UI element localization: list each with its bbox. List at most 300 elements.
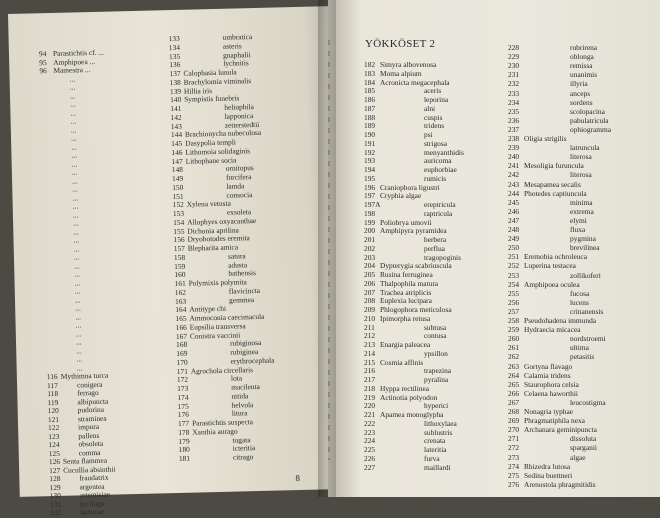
species-name: ultima [524, 343, 589, 352]
list-item [508, 380, 579, 389]
entry-number: 187 [364, 104, 380, 113]
list-item [508, 334, 606, 343]
species-name: icteritia [193, 443, 256, 454]
species-name: elymi [524, 216, 587, 225]
species-name: ypsillon [380, 349, 448, 358]
species-name: Luperina testacea [524, 261, 576, 270]
species-name: ... [56, 167, 78, 177]
species-name: Poliobrya umovii [380, 218, 432, 227]
species-name: fraudatrix [63, 473, 108, 483]
species-name: Eupsilia transversa [190, 321, 246, 331]
list-item [364, 235, 446, 244]
list-item [364, 174, 446, 183]
species-name: Lithophane socia [186, 155, 237, 165]
entry-number: 240 [508, 152, 524, 161]
entry-number: 257 [508, 307, 524, 316]
entry-number: 246 [508, 207, 524, 216]
entry-number: 226 [364, 454, 380, 463]
species-name: satura [188, 251, 246, 261]
entry-number: 117 [47, 380, 61, 389]
species-name: crenata [380, 436, 445, 445]
list-item [364, 244, 445, 253]
list-item [508, 325, 580, 334]
species-name: ... [57, 218, 79, 228]
species-name: leporina [380, 95, 448, 104]
species-name: psi [380, 130, 433, 139]
species-name: zetterstedtii [185, 119, 260, 130]
entry-number: 146 [171, 147, 185, 156]
entry-number: 227 [364, 463, 380, 472]
list-item [508, 134, 567, 143]
list-item [364, 358, 423, 367]
entry-number: 251 [508, 252, 524, 261]
entry-number: 121 [48, 414, 62, 423]
species-name: ... [58, 244, 80, 254]
species-name: pallens [62, 430, 99, 440]
species-name: ... [58, 278, 80, 288]
entry-number: 235 [508, 107, 524, 116]
list-item [364, 375, 448, 384]
entry-number: 197A [364, 200, 380, 209]
entry-number: 194 [364, 165, 380, 174]
entry-number: 161 [175, 279, 189, 288]
entry-number: 163 [175, 296, 189, 305]
entry-number: 258 [508, 316, 524, 325]
list-item [508, 307, 603, 316]
entry-number: 274 [508, 462, 524, 471]
entry-number: 180 [179, 445, 193, 454]
entry-number: 210 [364, 314, 380, 323]
entry-number: 222 [364, 419, 380, 428]
species-name: raptricula [380, 209, 452, 218]
species-name: Moma alpium [380, 69, 422, 78]
entry-number: 249 [508, 234, 524, 243]
entry-number: 220 [364, 401, 380, 410]
list-item [364, 113, 442, 122]
list-item [364, 349, 448, 358]
entry-number: 262 [508, 352, 524, 361]
species-name: minima [524, 198, 593, 207]
list-item [508, 234, 596, 243]
species-name: bathensis [188, 268, 256, 279]
species-name: Blepharita amica [188, 242, 238, 252]
list-item [364, 226, 447, 235]
species-name: Dasypolia templi [185, 137, 236, 147]
entry-number: 209 [364, 305, 380, 314]
species-name: Trachea atriplicis [380, 288, 431, 297]
list-item [508, 280, 580, 289]
species-name: Hillia iris [184, 86, 212, 96]
entry-number: 138 [170, 77, 184, 86]
species-name: Amphipoea oculea [524, 280, 580, 289]
species-name: Amphipoea ... [53, 56, 95, 66]
species-name: crinanensis [524, 307, 603, 316]
species-name: Hyppa rectilinea [380, 384, 429, 393]
species-name: petasitis [524, 352, 594, 361]
species-name: brevilinea [524, 243, 600, 252]
list-item [508, 52, 594, 61]
entry-number: 143 [171, 121, 185, 130]
entry-number: 160 [174, 270, 188, 279]
entry-number: 130 [50, 491, 64, 500]
species-name: hyperici [380, 401, 448, 410]
species-name: Dryobotodes eremita [187, 233, 249, 244]
list-item [364, 139, 447, 148]
species-name: Arenostola phragmitidis [524, 480, 596, 489]
list-item [364, 69, 422, 78]
species-name: scolopacina [524, 107, 605, 116]
entry-number: 95 [39, 57, 53, 66]
entry-number: 265 [508, 380, 524, 389]
list-item [364, 183, 440, 192]
book-gutter [318, 0, 336, 497]
species-name: Allophyes oxyacanthae [187, 216, 256, 227]
entry-number: 122 [48, 423, 62, 432]
entry-number: 144 [171, 130, 185, 139]
species-name: anceps [524, 89, 590, 98]
species-name: adusta [188, 260, 247, 270]
entry-number: 252 [508, 261, 524, 270]
entry-number: 255 [508, 289, 524, 298]
species-name: Staurophora celsia [524, 380, 579, 389]
entry-number: 269 [508, 416, 524, 425]
list-item [508, 98, 593, 107]
list-item [364, 130, 433, 139]
entry-number: 186 [364, 95, 380, 104]
species-name: argentea [63, 481, 104, 491]
species-name: sublustris [380, 428, 452, 437]
entry-number: 198 [364, 209, 380, 218]
entry-number: 208 [364, 296, 380, 305]
species-name: Pseudohadena immunda [524, 316, 596, 325]
list-item [508, 143, 600, 152]
entry-number: 202 [364, 244, 380, 253]
list-item [508, 371, 571, 380]
list-item [364, 419, 457, 428]
species-name: lota [191, 374, 242, 384]
list-item [508, 116, 609, 125]
species-name: citrago [193, 452, 254, 462]
list-item [364, 454, 440, 463]
species-name: trapezina [380, 366, 451, 375]
entry-number: 118 [47, 389, 61, 398]
species-name: macilenta [191, 382, 260, 393]
list-item [508, 398, 606, 407]
list-item [364, 270, 433, 279]
species-name: heliophila [184, 102, 254, 113]
species-name: ... [54, 108, 76, 118]
entry-number: 182 [364, 60, 380, 69]
list-item [508, 416, 585, 425]
list-item [508, 298, 589, 307]
species-name: fluxa [524, 225, 585, 234]
species-name: rumicis [380, 174, 446, 183]
species-name: ... [55, 116, 77, 126]
species-name: ... [59, 286, 81, 296]
entry-number: 151 [172, 191, 186, 200]
species-name: pygmina [524, 234, 596, 243]
right-page [328, 0, 660, 497]
entry-number: 263 [508, 362, 524, 371]
list-item [508, 161, 584, 170]
list-item [364, 296, 432, 305]
list-item [508, 434, 596, 443]
species-name: unanimis [524, 70, 597, 79]
entry-number: 211 [364, 323, 380, 332]
species-name: Antitype chi [189, 304, 226, 314]
entry-number: 213 [364, 340, 380, 349]
species-name: Gortyna flavago [524, 362, 572, 371]
entry-number: 185 [364, 86, 380, 95]
list-item [508, 316, 596, 325]
entry-number: 212 [364, 331, 380, 340]
entry-number: 140 [170, 95, 184, 104]
species-name: ... [53, 74, 75, 84]
list-item [364, 323, 446, 332]
list-item [364, 445, 447, 454]
species-name: strigosa [380, 139, 447, 148]
species-name: Actinotia polyodon [380, 393, 437, 402]
list-item [364, 305, 452, 314]
species-name: oblonga [524, 52, 594, 61]
species-name: cuspis [380, 113, 442, 122]
list-item [364, 218, 432, 227]
species-name: lapponica [184, 111, 253, 122]
entry-number: 148 [172, 165, 186, 174]
species-name: flavicincta [189, 286, 260, 297]
entry-number: 181 [179, 454, 193, 463]
species-name: Parastichtis cf. ... [53, 48, 104, 58]
species-name: ... [55, 150, 77, 160]
entry-number: 154 [173, 217, 187, 226]
entry-number: 135 [169, 51, 183, 60]
species-name: Cucullia absinthii [63, 464, 116, 474]
list-item [364, 288, 431, 297]
species-name: ... [56, 176, 78, 186]
entry-number: 237 [508, 125, 524, 134]
entry-number: 159 [174, 261, 188, 270]
entry-number: 223 [364, 428, 380, 437]
species-name: ... [56, 184, 78, 194]
entry-number: 233 [508, 89, 524, 98]
species-name: furva [380, 454, 440, 463]
entry-number: 166 [176, 322, 190, 331]
entry-number: 231 [508, 70, 524, 79]
list-item [508, 216, 587, 225]
species-name: subtusa [380, 323, 446, 332]
entry-number: 216 [364, 366, 380, 375]
species-name: Eremobia ochroleuca [524, 252, 587, 261]
list-item [508, 443, 597, 452]
list-item [364, 78, 450, 87]
species-name: berbera [380, 235, 446, 244]
species-name: erythrocephala [190, 355, 274, 366]
species-name: consocia [186, 190, 252, 201]
list-item [364, 428, 452, 437]
entry-number: 147 [172, 156, 186, 165]
species-name: Lithomoia solidaginis [185, 146, 250, 157]
entry-number: 149 [172, 174, 186, 183]
list-item [364, 261, 452, 270]
entry-number: 244 [508, 189, 524, 198]
list-item [508, 453, 586, 462]
list-item [364, 410, 443, 419]
species-name: pabulatricula [524, 116, 609, 125]
species-name: pyralina [380, 375, 448, 384]
entry-number: 245 [508, 198, 524, 207]
species-name: Conistra vaccinii [190, 330, 241, 340]
species-name: Photedes captiuncula [524, 189, 587, 198]
species-name: comma [63, 447, 101, 457]
entry-number: 157 [174, 244, 188, 253]
list-item [508, 362, 572, 371]
species-name: Ammoconia caecimacula [189, 312, 264, 323]
entry-number: 155 [173, 226, 187, 235]
species-name: Mesapamea secalis [524, 180, 581, 189]
entry-number: 176 [178, 410, 192, 419]
list-item [508, 43, 597, 52]
entry-number: 127 [49, 465, 63, 474]
species-name: alni [380, 104, 435, 113]
entry-number: 267 [508, 398, 524, 407]
entry-number: 200 [364, 226, 380, 235]
list-item [508, 271, 601, 280]
species-name: Cryphia algae [380, 191, 421, 200]
list-item [364, 86, 441, 95]
entry-number: 170 [176, 357, 190, 366]
species-name: Brachionycha nubeculosa [185, 128, 261, 139]
entry-number: 165 [175, 314, 189, 323]
list-item [364, 331, 447, 340]
entry-number: 129 [49, 482, 63, 491]
entry-number: 256 [508, 298, 524, 307]
entry-number: 175 [178, 401, 192, 410]
list-item [364, 200, 456, 209]
species-name: Archanara geminipuncta [524, 425, 597, 434]
species-name: sparganii [524, 443, 597, 452]
entry-number: 191 [364, 139, 380, 148]
list-item [508, 407, 573, 416]
entry-number: 142 [170, 112, 184, 121]
list-item [508, 89, 590, 98]
species-name: Mesoligia furuncula [524, 161, 584, 170]
species-name: ... [57, 235, 79, 245]
list-item [508, 170, 592, 179]
entry-number: 153 [173, 209, 187, 218]
entry-number: 136 [169, 60, 183, 69]
entry-number: 168 [176, 340, 190, 349]
list-item [508, 70, 597, 79]
entry-number: 247 [508, 216, 524, 225]
entry-number: 218 [364, 384, 380, 393]
entry-number: 232 [508, 79, 524, 88]
list-item [364, 436, 445, 445]
species-name: togata [192, 435, 250, 445]
species-name: ... [58, 252, 80, 262]
entry-number: 276 [508, 480, 524, 489]
species-name: ... [55, 133, 77, 143]
species-name: Agrochola circellaris [191, 365, 253, 376]
species-name: Mamestra ... [53, 65, 90, 75]
species-name: ... [56, 159, 78, 169]
entry-number: 228 [508, 43, 524, 52]
species-name: Brachylomia viminalis [184, 76, 252, 87]
species-name: ... [55, 125, 77, 135]
list-item [50, 507, 104, 517]
entry-number: 204 [364, 261, 380, 270]
entry-number: 275 [508, 471, 524, 480]
entry-number: 137 [169, 69, 183, 78]
list-item [364, 463, 451, 472]
entry-number: 254 [508, 280, 524, 289]
species-name: lucens [524, 298, 589, 307]
species-name: ... [57, 210, 79, 220]
entry-number: 260 [508, 334, 524, 343]
entry-number: 172 [177, 375, 191, 384]
list-item [364, 191, 421, 200]
entry-number: 243 [508, 180, 524, 189]
entry-number: 123 [48, 431, 62, 440]
species-name: asteris [183, 41, 242, 51]
species-name: perflua [380, 244, 445, 253]
list-item [179, 452, 254, 463]
list-item [364, 165, 457, 174]
species-name: auricoma [380, 156, 452, 165]
entry-number: 189 [364, 121, 380, 130]
entry-number: 197 [364, 191, 380, 200]
species-name: lateritia [380, 445, 447, 454]
species-name: remissa [524, 61, 593, 70]
list-item [364, 148, 464, 157]
entry-number: 199 [364, 218, 380, 227]
species-name: ... [60, 329, 82, 339]
species-name: nordstroemi [524, 334, 606, 343]
list-item [508, 180, 581, 189]
species-name: Phragmatiphila nexa [524, 416, 585, 425]
species-name: latruncula [524, 143, 600, 152]
entry-number: 268 [508, 407, 524, 416]
species-name: Dypterygia scabriuscula [380, 261, 452, 270]
species-name: Ipimorpha retusa [380, 314, 430, 323]
species-name: ... [57, 227, 79, 237]
species-name: ereptricula [380, 200, 456, 209]
list-item [364, 104, 435, 113]
species-name: gemmea [189, 295, 254, 306]
entry-number: 178 [178, 427, 192, 436]
list-item [508, 107, 605, 116]
entry-number: 217 [364, 375, 380, 384]
entry-number: 167 [176, 331, 190, 340]
species-name: contusa [380, 331, 447, 340]
entry-number: 134 [169, 42, 183, 51]
species-name: umbratica [183, 32, 253, 43]
species-name: straminea [62, 413, 107, 423]
species-name: lithoxylaea [380, 419, 457, 428]
entry-number: 266 [508, 389, 524, 398]
species-name: ... [54, 91, 76, 101]
page-heading: YÖKKÖSET 2 [365, 38, 435, 50]
species-name: Sympistis funebris [184, 94, 239, 104]
list-item [508, 471, 572, 480]
species-name: litura [192, 409, 248, 419]
species-name: ... [57, 201, 79, 211]
entry-number: 116 [47, 372, 61, 381]
species-name: Hydraecia micacea [524, 325, 580, 334]
species-name: ... [60, 337, 82, 347]
entry-number: 230 [508, 61, 524, 70]
list-item [364, 384, 429, 393]
entry-number: 201 [364, 235, 380, 244]
